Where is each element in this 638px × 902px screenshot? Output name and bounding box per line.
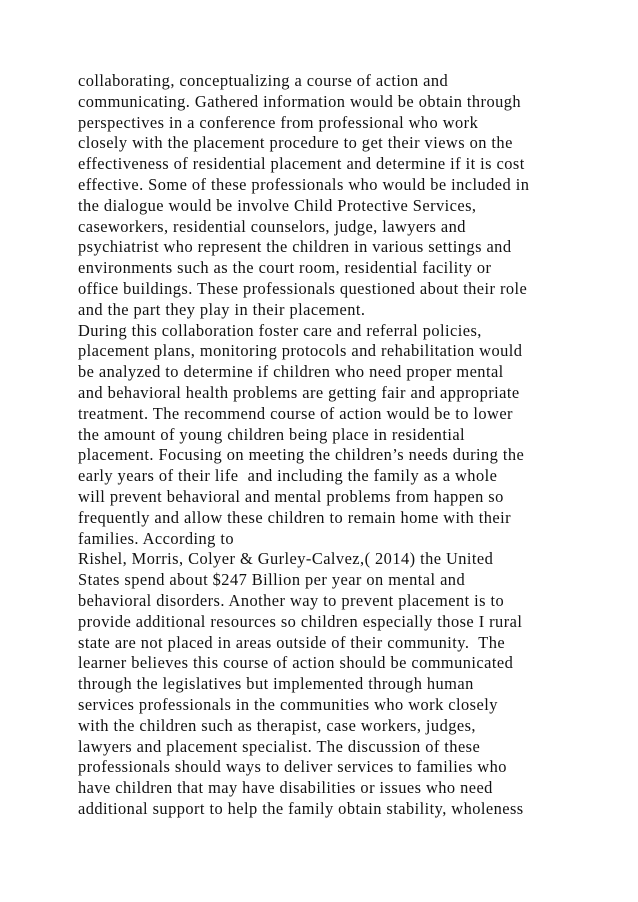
- text-line: frequently and allow these children to remain home with their: [78, 507, 511, 527]
- text-line: learner believes this course of action should be communicated: [78, 653, 514, 673]
- text-line: state are not placed in areas outside of their community. The: [78, 632, 506, 652]
- text-line: be analyzed to determine if children who need proper mental: [78, 362, 504, 382]
- text-line: placement plans, monitoring protocols and rehabilitation would: [78, 341, 523, 361]
- text-line: Rishel, Morris, Colyer & Gurley-Calvez,( 2014) the United: [78, 549, 494, 569]
- text-line: additional support to help the family obtain stability, wholeness: [78, 798, 524, 818]
- text-line: communicating. Gathered information would be obtain through: [78, 91, 522, 111]
- text-line: perspectives in a conference from professional who work: [78, 112, 479, 132]
- text-line: office buildings. These professionals questioned about their role: [78, 278, 528, 298]
- text-line: effectiveness of residential placement and determine if it is cost: [78, 154, 525, 174]
- text-line: environments such as the court room, residential facility or: [78, 258, 492, 278]
- text-line: lawyers and placement specialist. The discussion of these: [78, 736, 481, 756]
- text-line: provide additional resources so children especially those I rural: [78, 611, 523, 631]
- text-line: During this collaboration foster care and referral policies,: [78, 320, 482, 340]
- text-line: behavioral disorders. Another way to prevent placement is to: [78, 590, 505, 610]
- text-line: and the part they play in their placement.: [78, 299, 366, 319]
- text-line: will prevent behavioral and mental problems from happen so: [78, 486, 504, 506]
- text-line: families. According to: [78, 528, 235, 548]
- text-line: effective. Some of these professionals who would be included in: [78, 174, 530, 194]
- text-line: treatment. The recommend course of action would be to lower: [78, 403, 513, 423]
- text-line: psychiatrist who represent the children in various settings and: [78, 237, 512, 257]
- body-text: [78, 71, 638, 820]
- text-line: placement. Focusing on meeting the children’s needs during the: [78, 445, 525, 465]
- text-line: services professionals in the communities who work closely: [78, 694, 498, 714]
- text-line: and behavioral health problems are getting fair and appropriate: [78, 382, 520, 402]
- text-line: closely with the placement procedure to get their views on the: [78, 133, 513, 153]
- text-line: the amount of young children being place in residential: [78, 424, 466, 444]
- text-line: through the legislatives but implemented through human: [78, 674, 474, 694]
- text-line: early years of their life and including the family as a whole: [78, 466, 498, 486]
- text-line: the dialogue would be involve Child Protective Services,: [78, 195, 477, 215]
- text-line: States spend about $247 Billion per year on mental and: [78, 570, 466, 590]
- text-line: collaborating, conceptualizing a course of action and: [78, 71, 449, 90]
- text-line: with the children such as therapist, case workers, judges,: [78, 715, 476, 735]
- text-line: professionals should ways to deliver services to families who: [78, 757, 507, 777]
- text-line: have children that may have disabilities or issues who need: [78, 778, 493, 798]
- text-line: caseworkers, residential counselors, judge, lawyers and: [78, 216, 466, 236]
